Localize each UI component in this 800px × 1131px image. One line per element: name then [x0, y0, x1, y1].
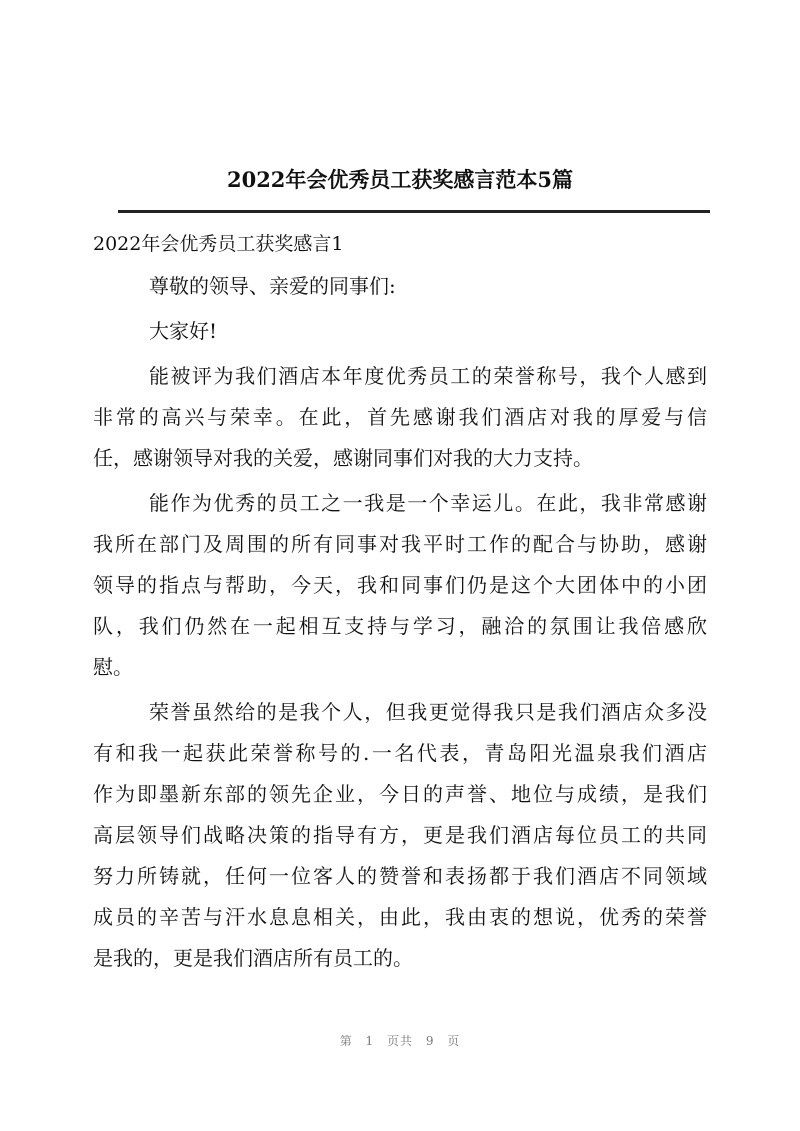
paragraph-line: 领导的指点与帮助，今天，我和同事们仍是这个大团体中的小团: [93, 573, 707, 597]
paragraph: [93, 356, 707, 479]
paragraph-line: 努力所铸就，任何一位客人的赞誉和表扬都于我们酒店不同领域: [93, 864, 707, 888]
paragraph-line: 非常的高兴与荣幸。在此，首先感谢我们酒店对我的厚爱与信: [93, 405, 707, 429]
paragraph-line: 尊敬的领导、亲爱的同事们:: [149, 274, 396, 298]
document-title: 2022年会优秀员工获奖感言范本5篇: [226, 167, 574, 192]
paragraph-line: 成员的辛苦与汗水息息相关，由此，我由衷的想说，优秀的荣誉: [93, 905, 707, 929]
title-divider: [118, 210, 710, 213]
paragraph: [93, 266, 707, 307]
paragraph-line: 作为即墨新东部的领先企业，今日的声誉、地位与成绩，是我们: [93, 782, 707, 806]
page-number: 第 1 页共 9 页: [339, 1034, 461, 1048]
document-body: [93, 226, 707, 983]
section-heading: 2022年会优秀员工获奖感言1: [93, 233, 344, 255]
paragraph: [93, 311, 707, 352]
paragraph-line: 荣誉虽然给的是我个人，但我更觉得我只是我们酒店众多没: [149, 700, 707, 724]
paragraph-line: 队，我们仍然在一起相互支持与学习，融洽的氛围让我倍感欣: [93, 614, 707, 638]
paragraph-line: 是我的，更是我们酒店所有员工的。: [93, 946, 413, 970]
paragraph-line: 我所在部门及周围的所有同事对我平时工作的配合与协助，感谢: [93, 532, 707, 556]
paragraph-line: 能被评为我们酒店本年度优秀员工的荣誉称号，我个人感到: [149, 364, 707, 388]
paragraph: [93, 483, 707, 688]
paragraph: [93, 692, 707, 979]
paragraph-line: 有和我一起获此荣誉称号的.一名代表，青岛阳光温泉我们酒店: [93, 741, 707, 765]
paragraph-line: 慰。: [93, 655, 133, 679]
paragraph-line: 能作为优秀的员工之一我是一个幸运儿。在此，我非常感谢: [149, 491, 707, 515]
paragraph-line: 高层领导们战略决策的指导有方，更是我们酒店每位员工的共同: [93, 823, 707, 847]
paragraph-line: 任，感谢领导对我的关爱，感谢同事们对我的大力支持。: [93, 446, 593, 470]
paragraph-line: 大家好!: [149, 319, 218, 343]
